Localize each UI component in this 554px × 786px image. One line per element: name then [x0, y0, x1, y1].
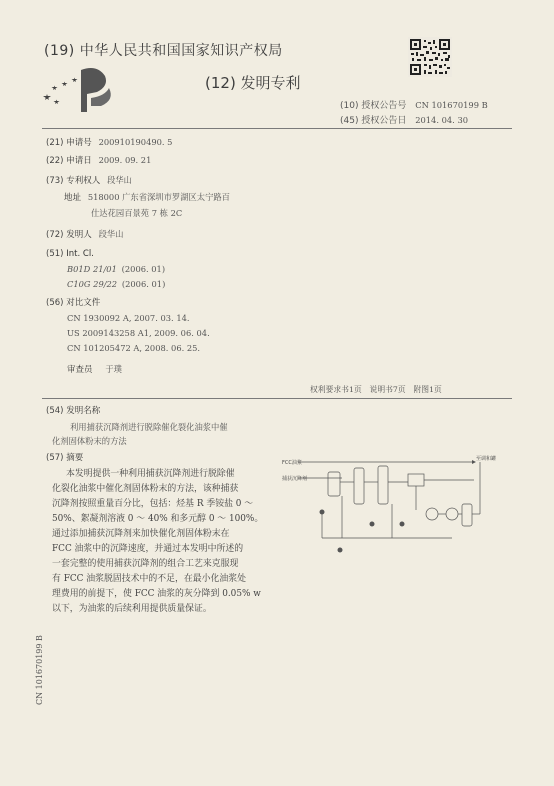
ipc-version: (2006. 01) [121, 279, 166, 289]
publication-date: 2014. 04. 30 [415, 115, 468, 125]
code-51: (51) [46, 249, 64, 259]
publication-number-label: (10) 授权公告号 [340, 101, 407, 111]
code-56: (56) [46, 298, 64, 308]
address-line-1: 518000 广东省深圳市罗湖区太宁路百 [87, 192, 230, 202]
application-date-row [46, 154, 151, 167]
intcl-item [67, 263, 165, 276]
abstract-line: 50%、絮凝剂溶液 0 ～ 40% 和多元醇 0 ～ 100%。 [52, 514, 264, 524]
application-date-label: 申请日 [66, 156, 92, 166]
ipc-class: B01D 21/01 [67, 264, 117, 274]
cited-item: CN 101205472 A, 2008. 06. 25. [67, 343, 201, 353]
biblio-divider [42, 398, 512, 399]
abstract-line: 本发明提供一种利用捕获沉降剂进行脱除催 [66, 469, 235, 479]
qr-code [408, 37, 452, 77]
code-72: (72) [46, 230, 64, 240]
figure-label: 至调和罐 [476, 456, 497, 462]
examiner: 于璞 [105, 364, 122, 374]
abstract-heading-row [46, 452, 83, 464]
page-counts: 权利要求书1页 说明书7页 附图1页 [310, 385, 442, 394]
cnipa-logo [35, 60, 127, 116]
ipc-class: C10G 29/22 [67, 279, 118, 289]
figure-label: FCC油浆 [282, 460, 302, 466]
header-divider [42, 128, 512, 129]
intcl-row [46, 248, 94, 260]
code-73: (73) [46, 176, 64, 186]
abstract-line: 理费用的前提下，使 FCC 油浆的灰分降到 0.05% w [52, 589, 261, 599]
code-54: (54) [46, 406, 64, 416]
abstract-line: FCC 油浆中的沉降速度，并通过本发明中所述的 [52, 544, 244, 554]
code-57: (57) [46, 453, 64, 463]
application-date: 2009. 09. 21 [98, 155, 152, 165]
application-number-label: 申请号 [66, 138, 92, 148]
address-row [64, 191, 230, 204]
inventor: 段华山 [98, 229, 124, 239]
code-22: (22) [46, 156, 64, 166]
code-21: (21) [46, 138, 64, 148]
intcl-item [67, 278, 165, 291]
issuing-office: (19) 中华人民共和国国家知识产权局 [44, 43, 283, 59]
examiner-row [67, 363, 122, 376]
publication-date-label: (45) 授权公告日 [340, 116, 407, 126]
address-line-2: 仕达花园百景苑 7 栋 2C [91, 208, 183, 218]
document-type: (12) 发明专利 [205, 74, 301, 92]
spine-publication-number: CN 101670199 B [35, 635, 44, 705]
publication-number: CN 101670199 B [415, 100, 488, 110]
patentee-row [46, 174, 132, 187]
title-line-1: 利用捕获沉降剂进行脱除催化裂化油浆中催 [70, 422, 228, 432]
figure-label: 捕获沉降剂 [282, 476, 308, 482]
title-line-2: 化剂固体粉末的方法 [52, 436, 127, 446]
abstract-line: 沉降剂按照重量百分比，包括：烃基 R 季铵盐 0 ～ [52, 499, 254, 509]
process-flow-diagram [282, 452, 498, 560]
address-row-2 [91, 207, 182, 220]
abstract-line: 通过添加捕获沉降剂来加快催化剂固体粉末在 [52, 529, 230, 539]
intcl-label: Int. Cl. [66, 249, 94, 259]
cited-item: US 2009143258 A1, 2009. 06. 04. [67, 328, 210, 338]
cited-item: CN 1930092 A, 2007. 03. 14. [67, 313, 190, 323]
publication-date-row [340, 113, 468, 126]
abstract-label: 摘要 [66, 453, 84, 463]
title-label: 发明名称 [66, 406, 101, 416]
application-number: 200910190490. 5 [98, 137, 173, 147]
abstract-line: 化裂化油浆中催化剂固体粉末的方法，该种捕获 [52, 484, 239, 494]
abstract-line: 一套完整的使用捕获沉降剂的组合工艺来克服现 [52, 559, 239, 569]
patentee-label: 专利权人 [66, 176, 101, 186]
title-heading-row [46, 405, 100, 417]
cited-label: 对比文件 [66, 298, 101, 308]
publication-number-row [340, 98, 488, 111]
address-label: 地址 [64, 193, 82, 203]
inventor-row [46, 228, 123, 241]
cited-row [46, 297, 100, 309]
patentee: 段华山 [107, 175, 132, 185]
abstract-line: 有 FCC 油浆脱固技术中的不足，在最小化油浆处 [52, 574, 247, 584]
abstract-line: 以下，为油浆的后续利用提供质量保证。 [52, 604, 212, 614]
inventor-label: 发明人 [66, 230, 92, 240]
application-number-row [46, 136, 172, 149]
examiner-label: 审查员 [67, 365, 93, 375]
ipc-version: (2006. 01) [121, 264, 166, 274]
